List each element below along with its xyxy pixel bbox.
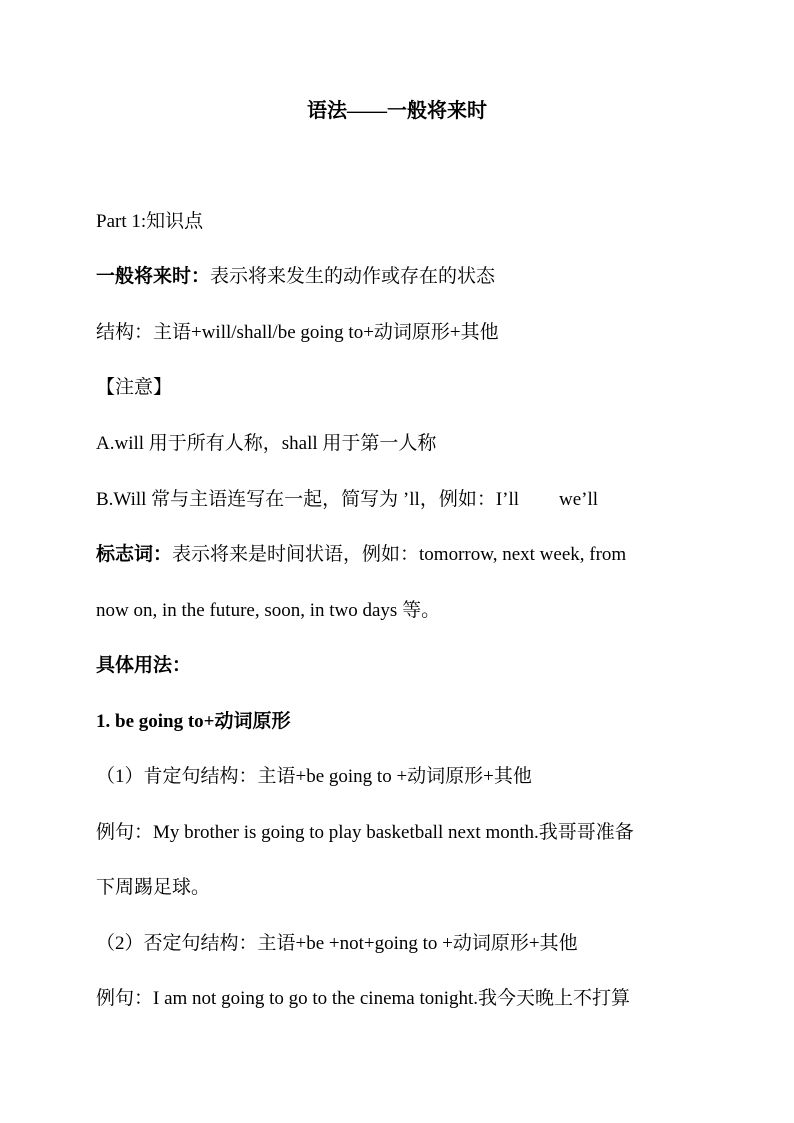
part-heading: Part 1:知识点: [96, 211, 204, 232]
negative-structure: （2）否定句结构：主语+be +not+going to +动词原形+其他: [96, 933, 578, 954]
affirmative-structure: （1）肯定句结构：主语+be going to +动词原形+其他: [96, 766, 532, 787]
definition-term: 一般将来时：: [96, 266, 211, 287]
signal-words-term: 标志词：: [96, 544, 173, 565]
section1-heading: 1. be going to+动词原形: [96, 711, 291, 732]
note-b-example: we’ll: [559, 489, 599, 510]
note-heading: 【注意】: [96, 377, 173, 398]
definition-text: 表示将来发生的动作或存在的状态: [210, 266, 496, 287]
page-title: 语法——一般将来时: [307, 100, 487, 122]
affirmative-example-continuation: 下周踢足球。: [96, 877, 211, 898]
usage-heading: 具体用法：: [96, 655, 192, 676]
signal-words-line: [96, 542, 626, 568]
signal-words-text: 表示将来是时间状语，例如：tomorrow, next week, from: [172, 544, 627, 565]
affirmative-example: 例句：My brother is going to play basketball next month.我哥哥准备: [96, 822, 634, 843]
note-b: [96, 487, 598, 513]
note-a: A.will 用于所有人称，shall 用于第一人称: [96, 433, 437, 454]
structure-line: 结构：主语+will/shall/be going to+动词原形+其他: [96, 322, 499, 343]
note-b-text: B.Will 常与主语连写在一起，简写为 ’ll，例如：I’ll: [96, 489, 520, 510]
signal-words-continuation: now on, in the future, soon, in two days 等。: [96, 600, 441, 621]
definition-line: [96, 264, 495, 290]
negative-example: 例句：I am not going to go to the cinema tonight.我今天晚上不打算: [96, 988, 631, 1009]
